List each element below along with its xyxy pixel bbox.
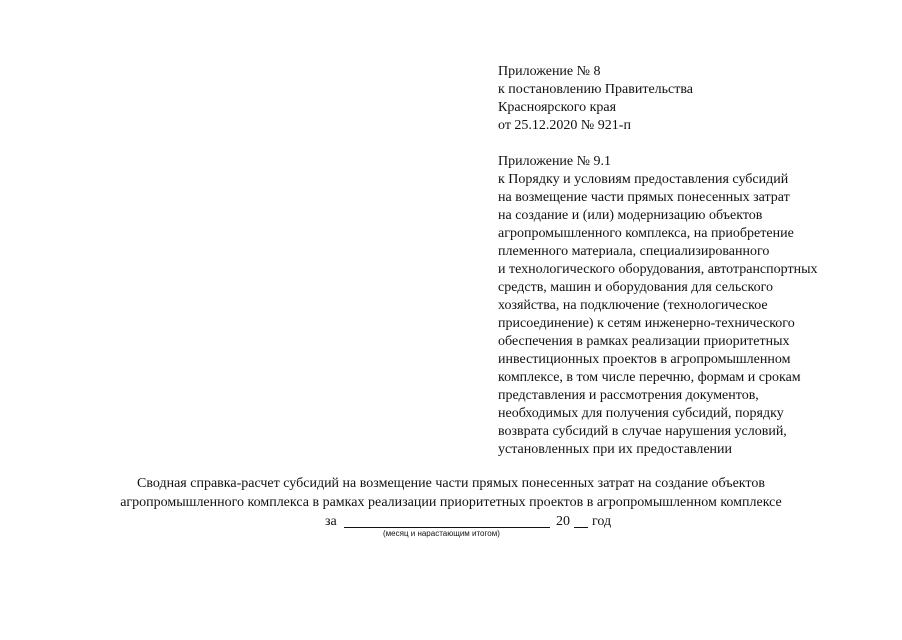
- appendix-8-header: [498, 63, 878, 135]
- year-blank-field: [574, 527, 588, 528]
- document-title: [0, 474, 902, 512]
- appendix-8-line: к постановлению Правительства: [498, 82, 694, 97]
- appendix-9-1-line: необходимых для получения субсидий, порядку: [498, 406, 784, 421]
- appendix-9-1-line: и технологического оборудования, автотранспортных: [498, 262, 818, 277]
- appendix-9-1-line: комплексе, в том числе перечню, формам и срокам: [498, 370, 801, 385]
- appendix-9-1-line: агропромышленного комплекса, на приобретение: [498, 226, 794, 241]
- period-hint: (месяц и нарастающим итогом): [383, 529, 500, 538]
- appendix-9-1-line: на возмещение части прямых понесенных затрат: [498, 190, 790, 205]
- appendix-9-1-line: возврата субсидий в случае нарушения условий,: [498, 424, 787, 439]
- appendix-9-1-line: на создание и (или) модернизацию объектов: [498, 208, 763, 223]
- appendix-9-1-line: представления и рассмотрения документов,: [498, 388, 759, 403]
- year-word: год: [592, 514, 612, 529]
- document-title-line-1: Сводная справка-расчет субсидий на возмещение части прямых понесенных затрат на создание объектов: [137, 476, 765, 491]
- appendix-9-1-line: племенного материала, специализированного: [498, 244, 770, 259]
- year-prefix: 20: [556, 514, 570, 529]
- appendix-9-1-line: Приложение № 9.1: [498, 154, 611, 169]
- period-prefix: за: [325, 514, 337, 529]
- appendix-8-line: от 25.12.2020 № 921-п: [498, 118, 631, 133]
- appendix-8-line: Приложение № 8: [498, 64, 601, 79]
- appendix-9-1-line: обеспечения в рамках реализации приоритетных: [498, 334, 790, 349]
- appendix-9-1-header: [498, 153, 878, 459]
- appendix-9-1-line: средств, машин и оборудования для сельского: [498, 280, 774, 295]
- appendix-9-1-line: присоединение) к сетям инженерно-технического: [498, 316, 795, 331]
- period-blank-field: [344, 527, 550, 528]
- appendix-9-1-line: хозяйства, на подключение (технологическое: [498, 298, 768, 313]
- appendix-9-1-line: к Порядку и условиям предоставления субсидий: [498, 172, 789, 187]
- document-title-line-2: агропромышленного комплекса в рамках реализации приоритетных проектов в агропромышленном комплексе: [120, 495, 782, 510]
- appendix-9-1-line: инвестиционных проектов в агропромышленном: [498, 352, 791, 367]
- appendix-8-line: Красноярского края: [498, 100, 617, 115]
- appendix-9-1-line: установленных при их предоставлении: [498, 442, 733, 457]
